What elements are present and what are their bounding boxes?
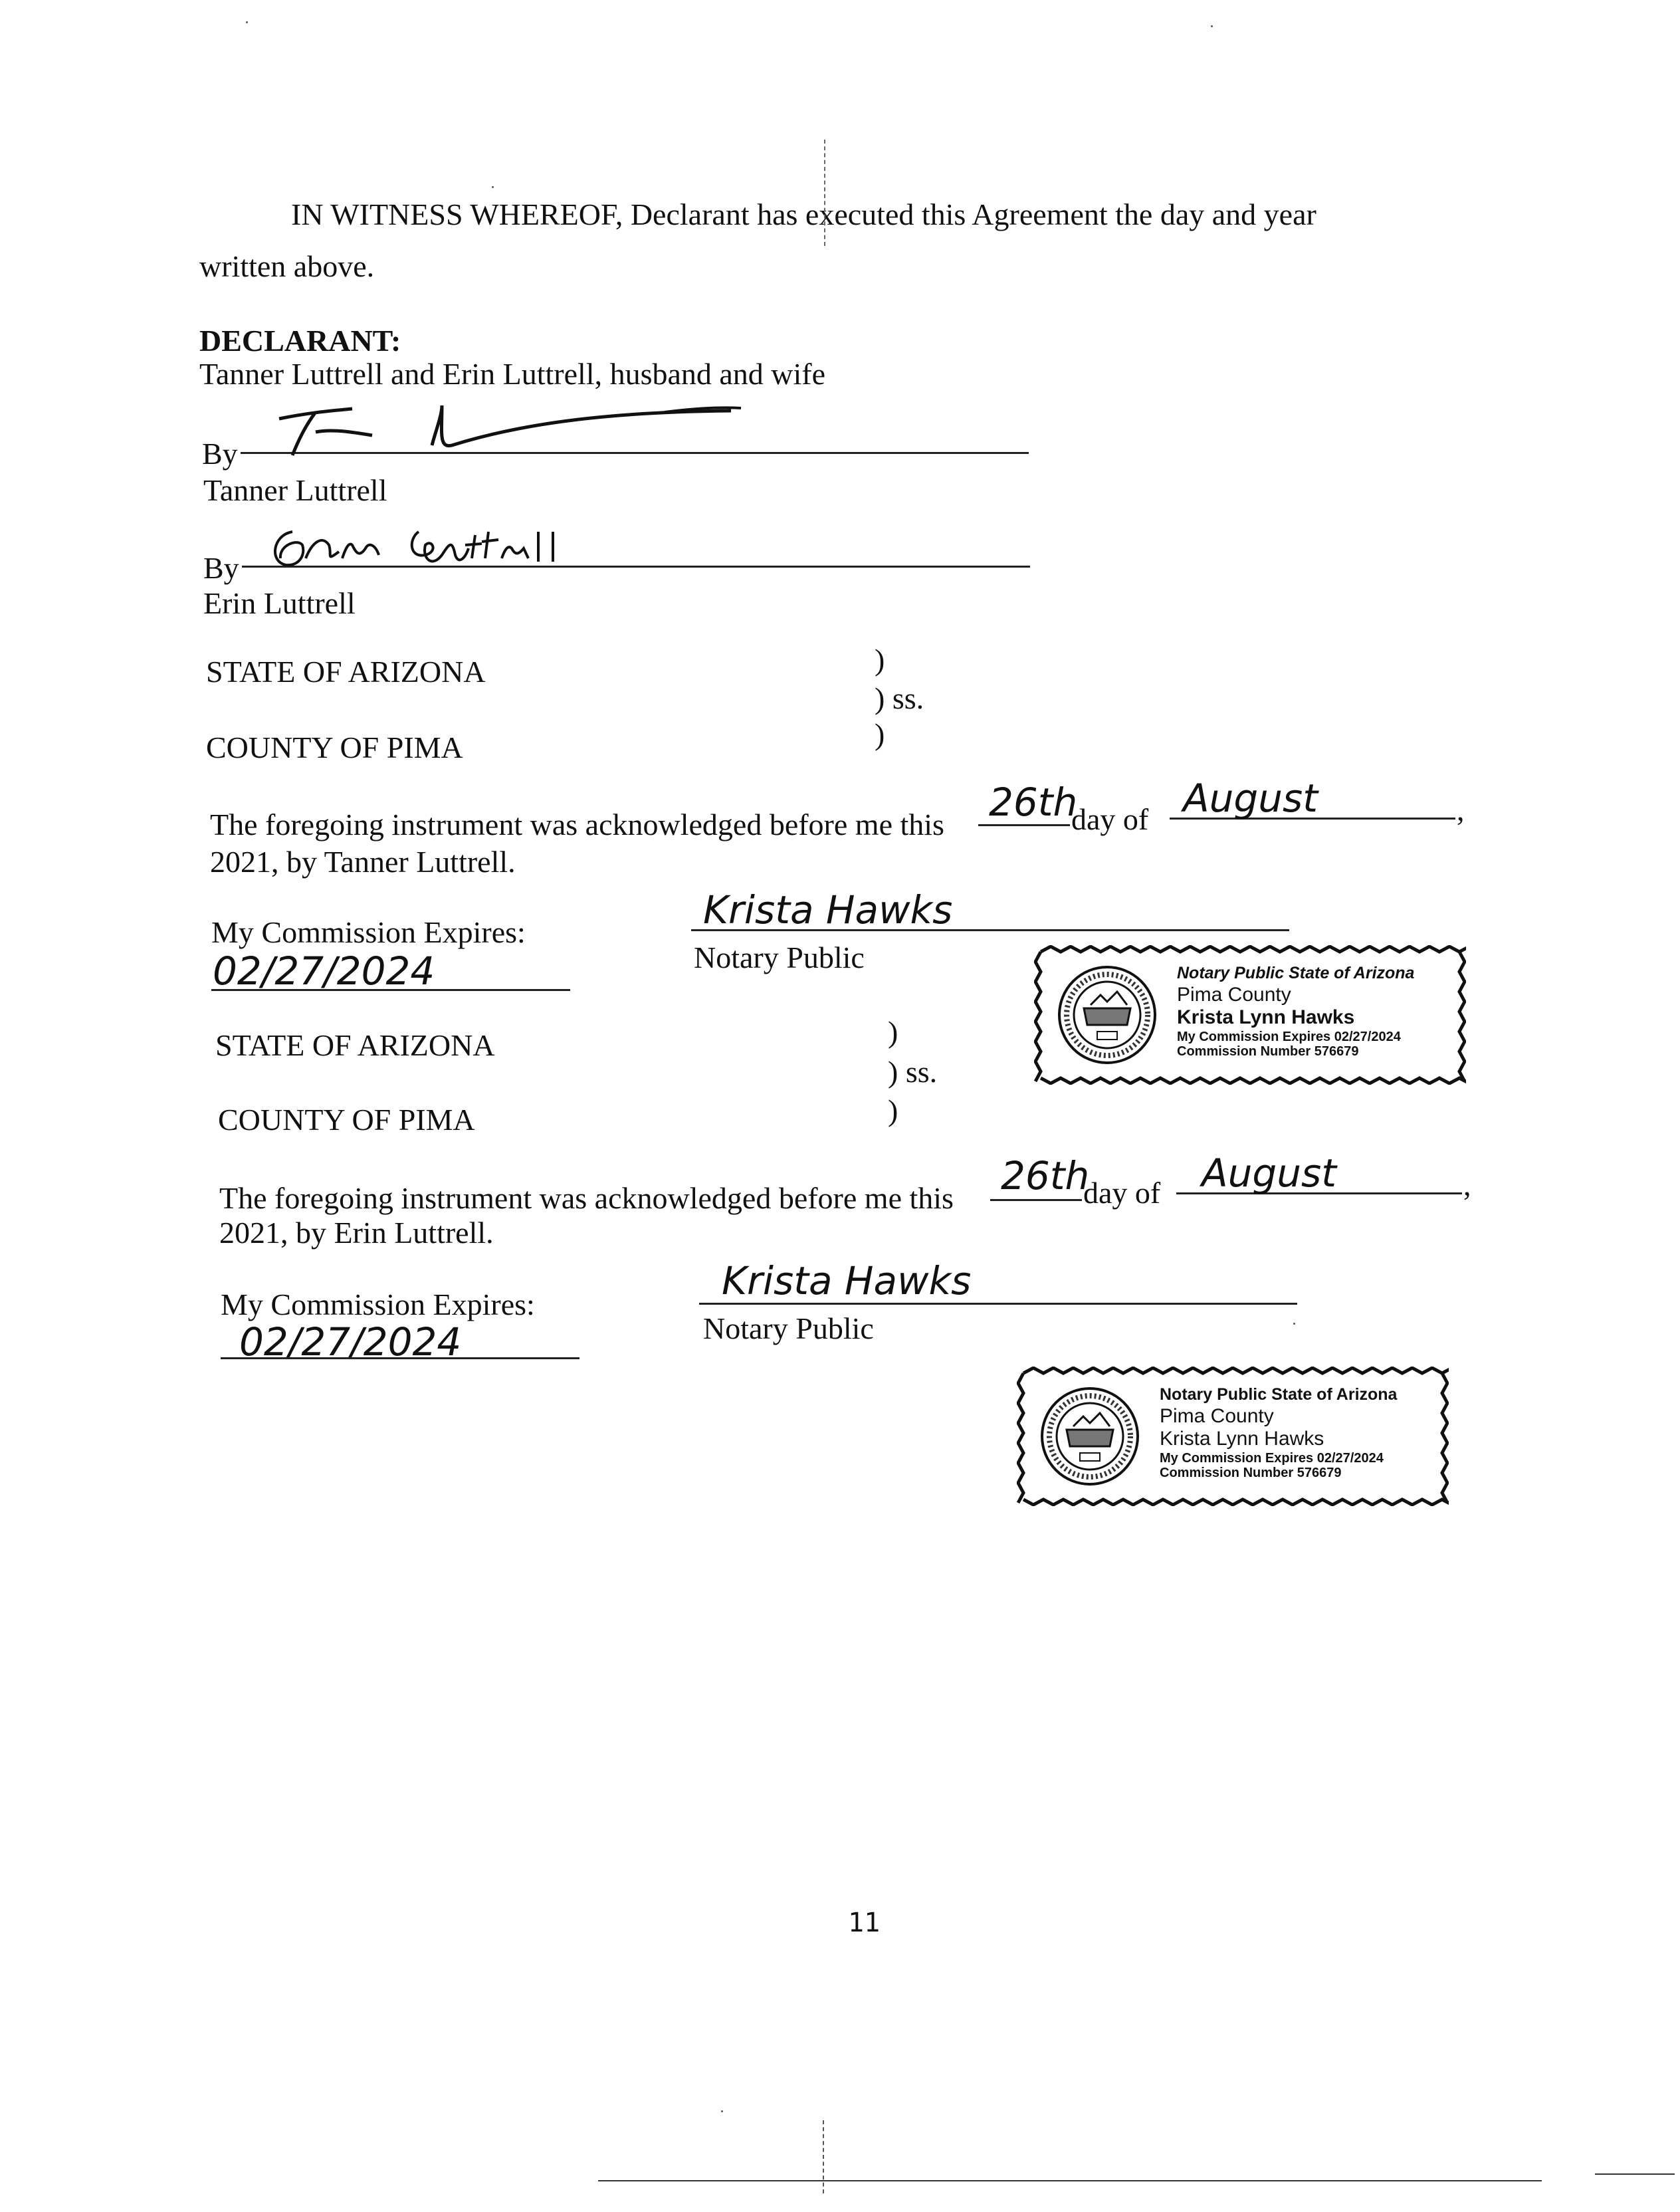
seal-line-5: Commission Number 576679 <box>1177 1044 1359 1059</box>
scan-speck <box>1211 25 1213 27</box>
witness-line-2: written above. <box>199 249 375 283</box>
ack-text-1b: day of <box>1071 802 1149 836</box>
commission-date-1: 02/27/2024 <box>213 948 435 994</box>
seal-line-4: My Commission Expires 02/27/2024 <box>1160 1451 1384 1466</box>
state-1: STATE OF ARIZONA <box>206 655 486 689</box>
scan-edge-line-right <box>1595 2173 1675 2175</box>
ack-day-1: 26th <box>989 780 1078 825</box>
notary-seal-1 <box>1034 945 1466 1085</box>
ack-comma-1: , <box>1457 793 1465 827</box>
notary-line-1 <box>691 929 1289 931</box>
scan-speck <box>492 186 494 188</box>
notary-signature-2: Krista Hawks <box>722 1258 972 1303</box>
ack-day-2: 26th <box>1001 1153 1090 1198</box>
seal-line-3: Krista Lynn Hawks <box>1177 1006 1355 1028</box>
ack-month-2: August <box>1202 1151 1336 1196</box>
witness-line-1: IN WITNESS WHEREOF, Declarant has executed this Agreement the day and year <box>291 197 1316 231</box>
county-1: COUNTY OF PIMA <box>206 730 463 764</box>
notary-label-2: Notary Public <box>703 1311 874 1345</box>
ack-text-2b: day of <box>1083 1176 1161 1210</box>
county-2: COUNTY OF PIMA <box>218 1103 475 1137</box>
scan-speck <box>1293 1323 1295 1325</box>
declarant-parties: Tanner Luttrell and Erin Luttrell, husband and wife <box>199 357 826 391</box>
ack-text-2a: The foregoing instrument was acknowledged before me this <box>219 1181 954 1215</box>
ack-comma-2: , <box>1463 1168 1471 1202</box>
seal-line-4: My Commission Expires 02/27/2024 <box>1177 1030 1401 1044</box>
seal-line-5: Commission Number 576679 <box>1160 1466 1342 1480</box>
ack-text-1c: 2021, by Tanner Luttrell. <box>210 845 516 879</box>
day-line-2 <box>990 1199 1082 1201</box>
paren-2a: ) <box>888 1015 898 1049</box>
by-label-2: By <box>203 551 239 585</box>
notary-line-2 <box>699 1303 1297 1305</box>
notary-seal-2 <box>1017 1367 1449 1506</box>
paren-1b: ) <box>875 717 885 751</box>
ack-month-1: August <box>1183 776 1318 821</box>
signature-tanner <box>253 392 758 465</box>
state-2: STATE OF ARIZONA <box>215 1028 495 1062</box>
seal-line-1: Notary Public State of Arizona <box>1177 964 1415 982</box>
notary-label-1: Notary Public <box>694 940 865 974</box>
ack-text-1a: The foregoing instrument was acknowledged before me this <box>210 808 944 841</box>
ack-text-2c: 2021, by Erin Luttrell. <box>219 1216 494 1250</box>
commission-label-1: My Commission Expires: <box>211 915 526 949</box>
by-label-1: By <box>202 437 238 471</box>
signer-name-2: Erin Luttrell <box>203 586 356 620</box>
signer-name-1: Tanner Luttrell <box>203 473 387 507</box>
paren-2b: ) <box>888 1093 898 1127</box>
commission-line-1 <box>211 989 570 991</box>
seal-line-2: Pima County <box>1177 984 1291 1006</box>
commission-line-2 <box>221 1357 579 1359</box>
ss-2: ) ss. <box>888 1055 938 1089</box>
seal-line-2: Pima County <box>1160 1405 1274 1427</box>
ss-1: ) ss. <box>875 681 924 715</box>
signature-erin <box>266 518 625 578</box>
page-number: 11 <box>848 1908 881 1938</box>
scan-fold-mark <box>823 2120 824 2193</box>
declarant-heading: DECLARANT: <box>199 324 401 358</box>
commission-label-2: My Commission Expires: <box>221 1287 535 1321</box>
scan-speck <box>721 2110 723 2112</box>
scan-speck <box>246 21 248 23</box>
paren-1a: ) <box>875 643 885 677</box>
notary-signature-1: Krista Hawks <box>703 887 953 933</box>
scan-edge-line <box>598 2180 1542 2181</box>
seal-line-1: Notary Public State of Arizona <box>1160 1385 1398 1404</box>
commission-date-2: 02/27/2024 <box>239 1319 462 1365</box>
seal-line-3: Krista Lynn Hawks <box>1160 1428 1324 1450</box>
scan-fold-mark-top <box>824 140 825 246</box>
